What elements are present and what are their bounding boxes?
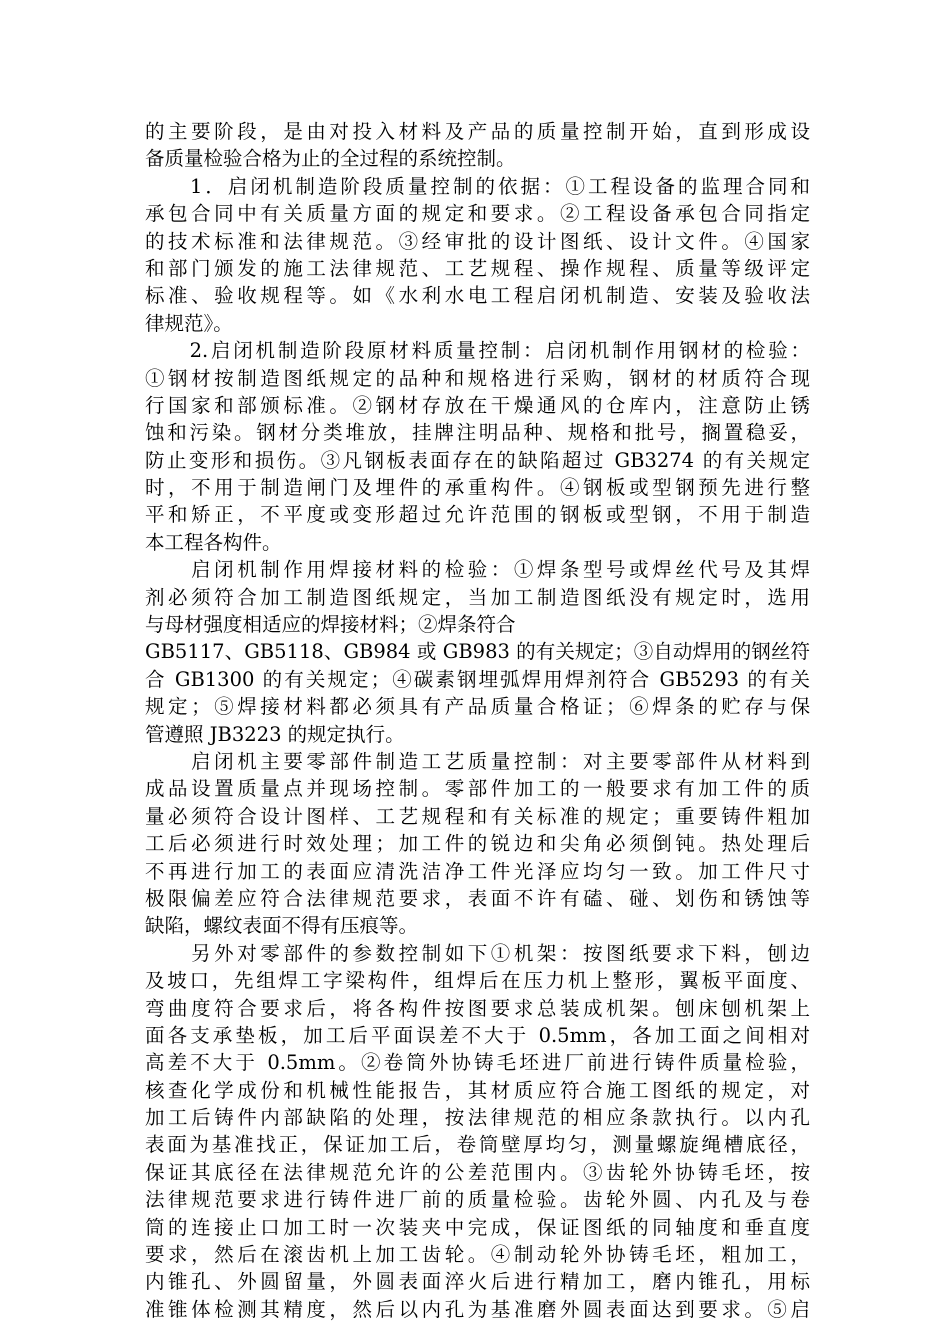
text-line: 要求，然后在滚齿机上加工齿轮。④制动轮外协铸毛坯，粗加工， [145,1243,810,1267]
text-line: 成品设置质量点并现场控制。零部件加工的一般要求有加工件的质 [145,777,810,801]
text-line: 备质量检验合格为止的全过程的系统控制。 [145,147,516,171]
text-line: 缺陷，螺纹表面不得有压痕等。 [145,914,419,938]
document-page [145,118,810,1323]
text-line: 极限偏差应符合法律规范要求，表面不许有磕、碰、划伤和锈蚀等 [145,886,810,910]
text-line: 剂必须符合加工制造图纸规定，当加工制造图纸没有规定时，选用 [145,585,810,609]
text-line: 和部门颁发的施工法律规范、工艺规程、操作规程、质量等级评定 [145,256,810,280]
text-line: 保证其底径在法律规范允许的公差范围内。③齿轮外协铸毛坯，按 [145,1160,810,1184]
text-line: 不再进行加工的表面应清洗洁净工件光泽应均匀一致。加工件尺寸 [145,859,810,883]
text-line: 另外对零部件的参数控制如下①机架：按图纸要求下料，刨边 [145,941,810,965]
text-line: 本工程各构件。 [145,530,282,554]
text-line: 核查化学成份和机械性能报告，其材质应符合施工图纸的规定，对 [145,1078,810,1102]
text-line: 标准、验收规程等。如《水利水电工程启闭机制造、安装及验收法 [145,284,810,308]
text-line: 加工后铸件内部缺陷的处理，按法律规范的相应条款执行。以内孔 [145,1106,810,1130]
text-line: 合 GB1300 的有关规定；④碳素钢埋弧焊用焊剂符合 GB5293 的有关 [145,667,810,691]
text-line: 蚀和污染。钢材分类堆放，挂牌注明品种、规格和批号，搁置稳妥， [145,421,810,445]
text-line: 规定；⑤焊接材料都必须具有产品质量合格证；⑥焊条的贮存与保 [145,695,810,719]
text-line: 面各支承垫板，加工后平面误差不大于 0.5mm，各加工面之间相对 [145,1023,810,1047]
text-line: 平和矫正，不平度或变形超过允许范围的钢板或型钢，不用于制造 [145,503,810,527]
text-line: 量必须符合设计图样、工艺规程和有关标准的规定；重要铸件粗加 [145,804,810,828]
text-line: 管遵照 JB3223 的规定执行。 [145,722,405,746]
text-line: 准锥体检测其精度，然后以内孔为基准磨外圆表面达到要求。⑤启 [145,1297,810,1321]
text-line: 律规范》。 [145,311,233,335]
text-line: 2.启闭机制造阶段原材料质量控制：启闭机制作用钢材的检验： [145,339,810,363]
text-line: 的主要阶段，是由对投入材料及产品的质量控制开始，直到形成设 [145,120,810,143]
text-line: 高差不大于 0.5mm。②卷筒外协铸毛坯进厂前进行铸件质量检验， [145,1051,810,1075]
text-line: 时，不用于制造闸门及埋件的承重构件。④钢板或型钢预先进行整 [145,476,810,500]
text-line: 启闭机主要零部件制造工艺质量控制：对主要零部件从材料到 [145,749,810,773]
text-line: 筒的连接止口加工时一次装夹中完成，保证图纸的同轴度和垂直度 [145,1215,810,1239]
text-line: 工后必须进行时效处理；加工件的锐边和尖角必须倒钝。热处理后 [145,832,810,856]
text-line: ①钢材按制造图纸规定的品种和规格进行采购，钢材的材质符合现 [145,366,810,390]
text-line: 法律规范要求进行铸件进厂前的质量检验。齿轮外圆、内孔及与卷 [145,1188,810,1212]
text-line: 防止变形和损伤。③凡钢板表面存在的缺陷超过 GB3274 的有关规定 [145,448,810,472]
text-line: 承包合同中有关质量方面的规定和要求。②工程设备承包合同指定 [145,202,810,226]
text-line: 内锥孔、外圆留量，外圆表面淬火后进行精加工，磨内锥孔，用标 [145,1270,810,1294]
text-line: GB5117、GB5118、GB984 或 GB983 的有关规定；③自动焊用的钢丝符 [145,640,810,664]
text-line: 行国家和部颁标准。②钢材存放在干燥通风的仓库内，注意防止锈 [145,393,810,417]
text-line: 弯曲度符合要求后，将各构件按图要求总装成机架。刨床刨机架上 [145,996,810,1020]
text-line: 1．启闭机制造阶段质量控制的依据：①工程设备的监理合同和 [145,174,810,198]
text-line: 及坡口，先组焊工字梁构件，组焊后在压力机上整形，翼板平面度、 [145,969,810,993]
text-line: 的技术标准和法律规范。③经审批的设计图纸、设计文件。④国家 [145,229,810,253]
text-line: 启闭机制作用焊接材料的检验：①焊条型号或焊丝代号及其焊 [145,558,810,582]
text-line: 表面为基准找正，保证加工后，卷筒壁厚均匀，测量螺旋绳槽底径， [145,1133,810,1157]
text-line: 与母材强度相适应的焊接材料；②焊条符合 [145,613,516,637]
